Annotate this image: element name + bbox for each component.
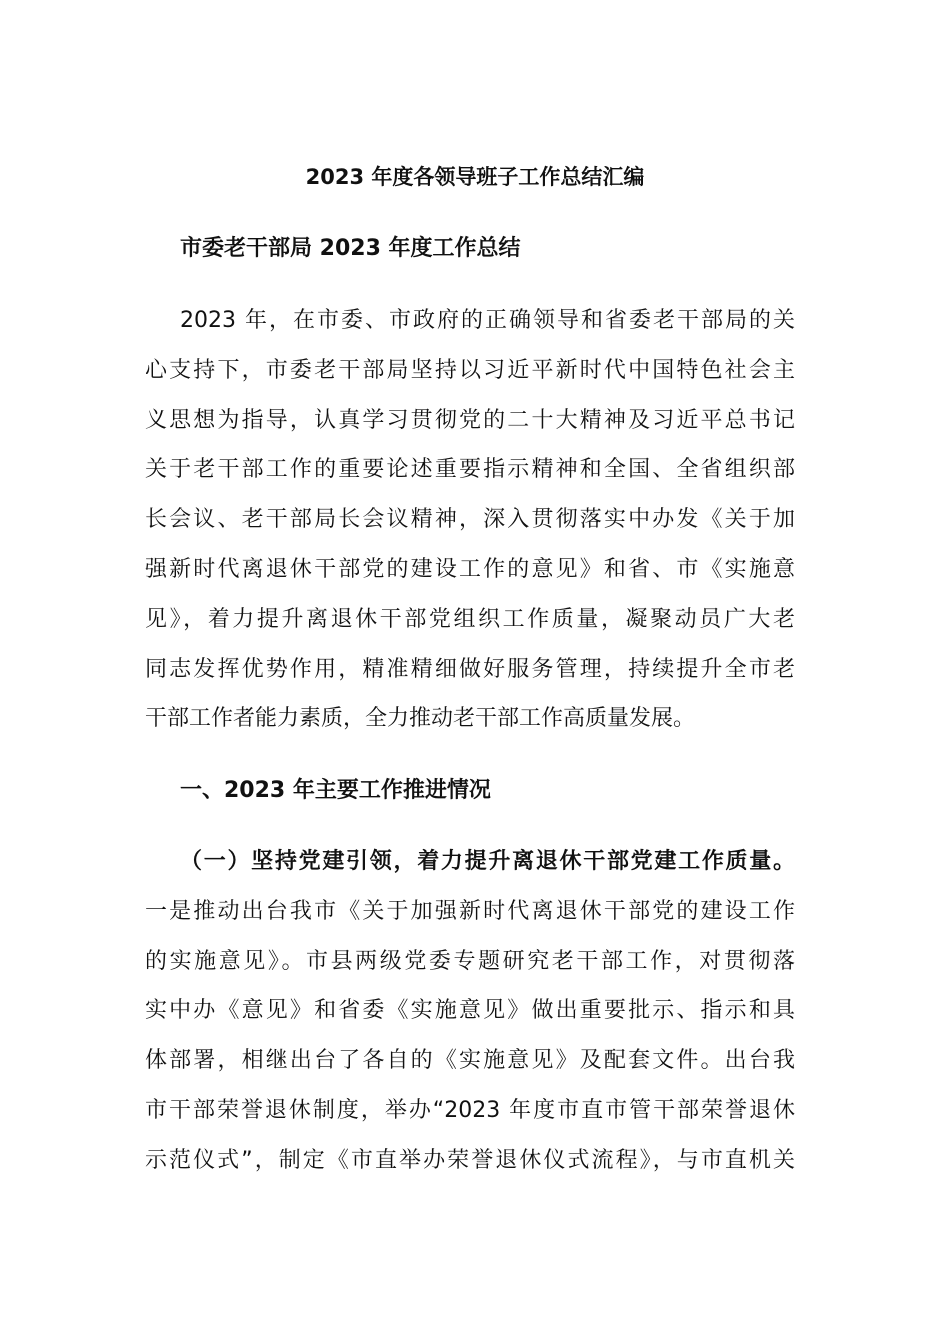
paragraph-line: 关于老干部工作的重要论述重要指示精神和全国、全省组织部 bbox=[145, 457, 795, 482]
paragraph-line: 义思想为指导，认真学习贯彻党的二十大精神及习近平总书记 bbox=[145, 408, 795, 433]
paragraph-line: 示范仪式”，制定《市直举办荣誉退休仪式流程》，与市直机关 bbox=[145, 1148, 795, 1173]
paragraph-line: 市干部荣誉退休制度，举办“2023 年度市直市管干部荣誉退休 bbox=[145, 1098, 795, 1123]
section-heading: 一、2023 年主要工作推进情况 bbox=[180, 778, 491, 803]
paragraph-line: 长会议、老干部局长会议精神，深入贯彻落实中办发《关于加 bbox=[145, 507, 795, 532]
paragraph-line: 实中办《意见》和省委《实施意见》做出重要批示、指示和具 bbox=[145, 998, 795, 1023]
paragraph-line: 2023 年，在市委、市政府的正确领导和省委老干部局的关 bbox=[180, 308, 795, 333]
paragraph-line: 体部署，相继出台了各自的《实施意见》及配套文件。出台我 bbox=[145, 1048, 795, 1073]
paragraph-line: 强新时代离退休干部党的建设工作的意见》和省、市《实施意 bbox=[145, 557, 795, 582]
paragraph-line: 干部工作者能力素质，全力推动老干部工作高质量发展。 bbox=[145, 706, 696, 731]
paragraph-line: 同志发挥优势作用，精准精细做好服务管理，持续提升全市老 bbox=[145, 657, 795, 682]
section-subtitle: 市委老干部局 2023 年度工作总结 bbox=[180, 236, 521, 261]
paragraph-line: 一是推动出台我市《关于加强新时代离退休干部党的建设工作 bbox=[145, 899, 795, 924]
paragraph-line: 的实施意见》。市县两级党委专题研究老干部工作，对贯彻落 bbox=[145, 949, 795, 974]
paragraph-line: 心支持下，市委老干部局坚持以习近平新时代中国特色社会主 bbox=[145, 358, 795, 383]
paragraph-line: 见》，着力提升离退休干部党组织工作质量，凝聚动员广大老 bbox=[145, 607, 795, 632]
subsection-heading: （一）坚持党建引领，着力提升离退休干部党建工作质量。 bbox=[180, 849, 795, 874]
document-title: 2023 年度各领导班子工作总结汇编 bbox=[305, 165, 645, 189]
